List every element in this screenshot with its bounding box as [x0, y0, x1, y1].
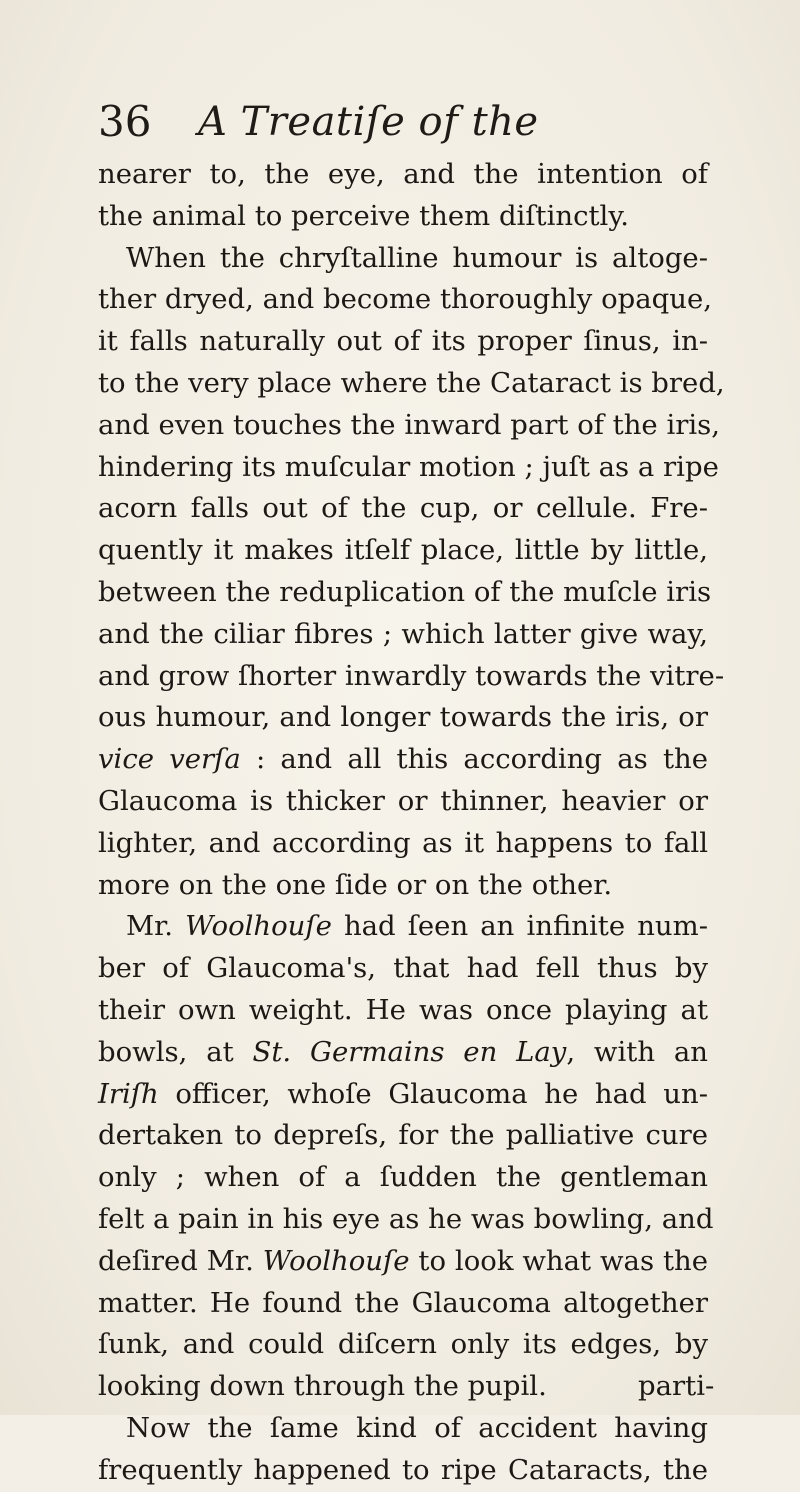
text-line: their own weight. He was once playing at [98, 993, 708, 1026]
text-line: ther dryed, and become thoroughly opaque, [98, 283, 712, 316]
text-line: felt a pain in his eye as he was bowling, and [98, 1202, 714, 1235]
text-line: quently it makes itſelf place, little by little, [98, 534, 708, 567]
text-line: and even touches the inward part of the iris, [98, 408, 721, 441]
text-line: looking down through the pupil. [98, 1370, 547, 1403]
text-line: Mr. Woolhouſe had ſeen an infinite num- [126, 910, 708, 943]
page-number: 36 [98, 97, 152, 146]
catchword: parti- [638, 1370, 715, 1402]
text-line: between the reduplication of the muſcle iris [98, 575, 712, 608]
page-header [98, 96, 698, 148]
text-line: hindering its muſcular motion ; juſt as a ripe [98, 450, 719, 483]
text-line: Now the ſame kind of accident having [126, 1411, 708, 1444]
text-line: deſired Mr. Woolhouſe to look what was the [98, 1244, 708, 1277]
text-line: frequently happened to ripe Cataracts, the [98, 1453, 708, 1486]
text-line: to the very place where the Cataract is bred, [98, 366, 725, 399]
text-line: lighter, and according as it happens to fall [98, 826, 708, 859]
text-line: ber of Glaucoma's, that had fell thus by [98, 952, 708, 985]
text-line: only ; when of a ſudden the gentleman [98, 1161, 708, 1194]
text-line: ſunk, and could diſcern only its edges, by [98, 1328, 708, 1361]
text-line: dertaken to depreſs, for the palliative cure [98, 1119, 708, 1152]
text-line: vice verſa : and all this according as the [98, 743, 708, 776]
running-title: A Treatiſe of the [198, 99, 539, 145]
text-line: and grow ſhorter inwardly towards the vitre- [98, 659, 725, 692]
text-line: acorn falls out of the cup, or cellule. Fre- [98, 492, 708, 525]
text-line: Glaucoma is thicker or thinner, heavier or [98, 784, 708, 817]
text-line: nearer to, the eye, and the intention of [98, 158, 708, 190]
text-line: Iriſh officer, whoſe Glaucoma he had un- [98, 1077, 708, 1110]
text-line: When the chryſtalline humour is altoge- [126, 241, 708, 274]
text-line: ous humour, and longer towards the iris, or [98, 701, 708, 734]
text-line: the animal to perceive them diſtinctly. [98, 199, 629, 232]
text-line: bowls, at St. Germains en Lay, with an [98, 1035, 708, 1068]
text-line: it falls naturally out of its proper ſinus, in- [98, 325, 708, 358]
body-text [98, 154, 725, 1492]
text-line: and the ciliar fibres ; which latter give way, [98, 617, 708, 650]
text-line: matter. He found the Glaucoma altogether [98, 1286, 708, 1319]
text-line: more on the one ſide or on the other. [98, 868, 613, 901]
